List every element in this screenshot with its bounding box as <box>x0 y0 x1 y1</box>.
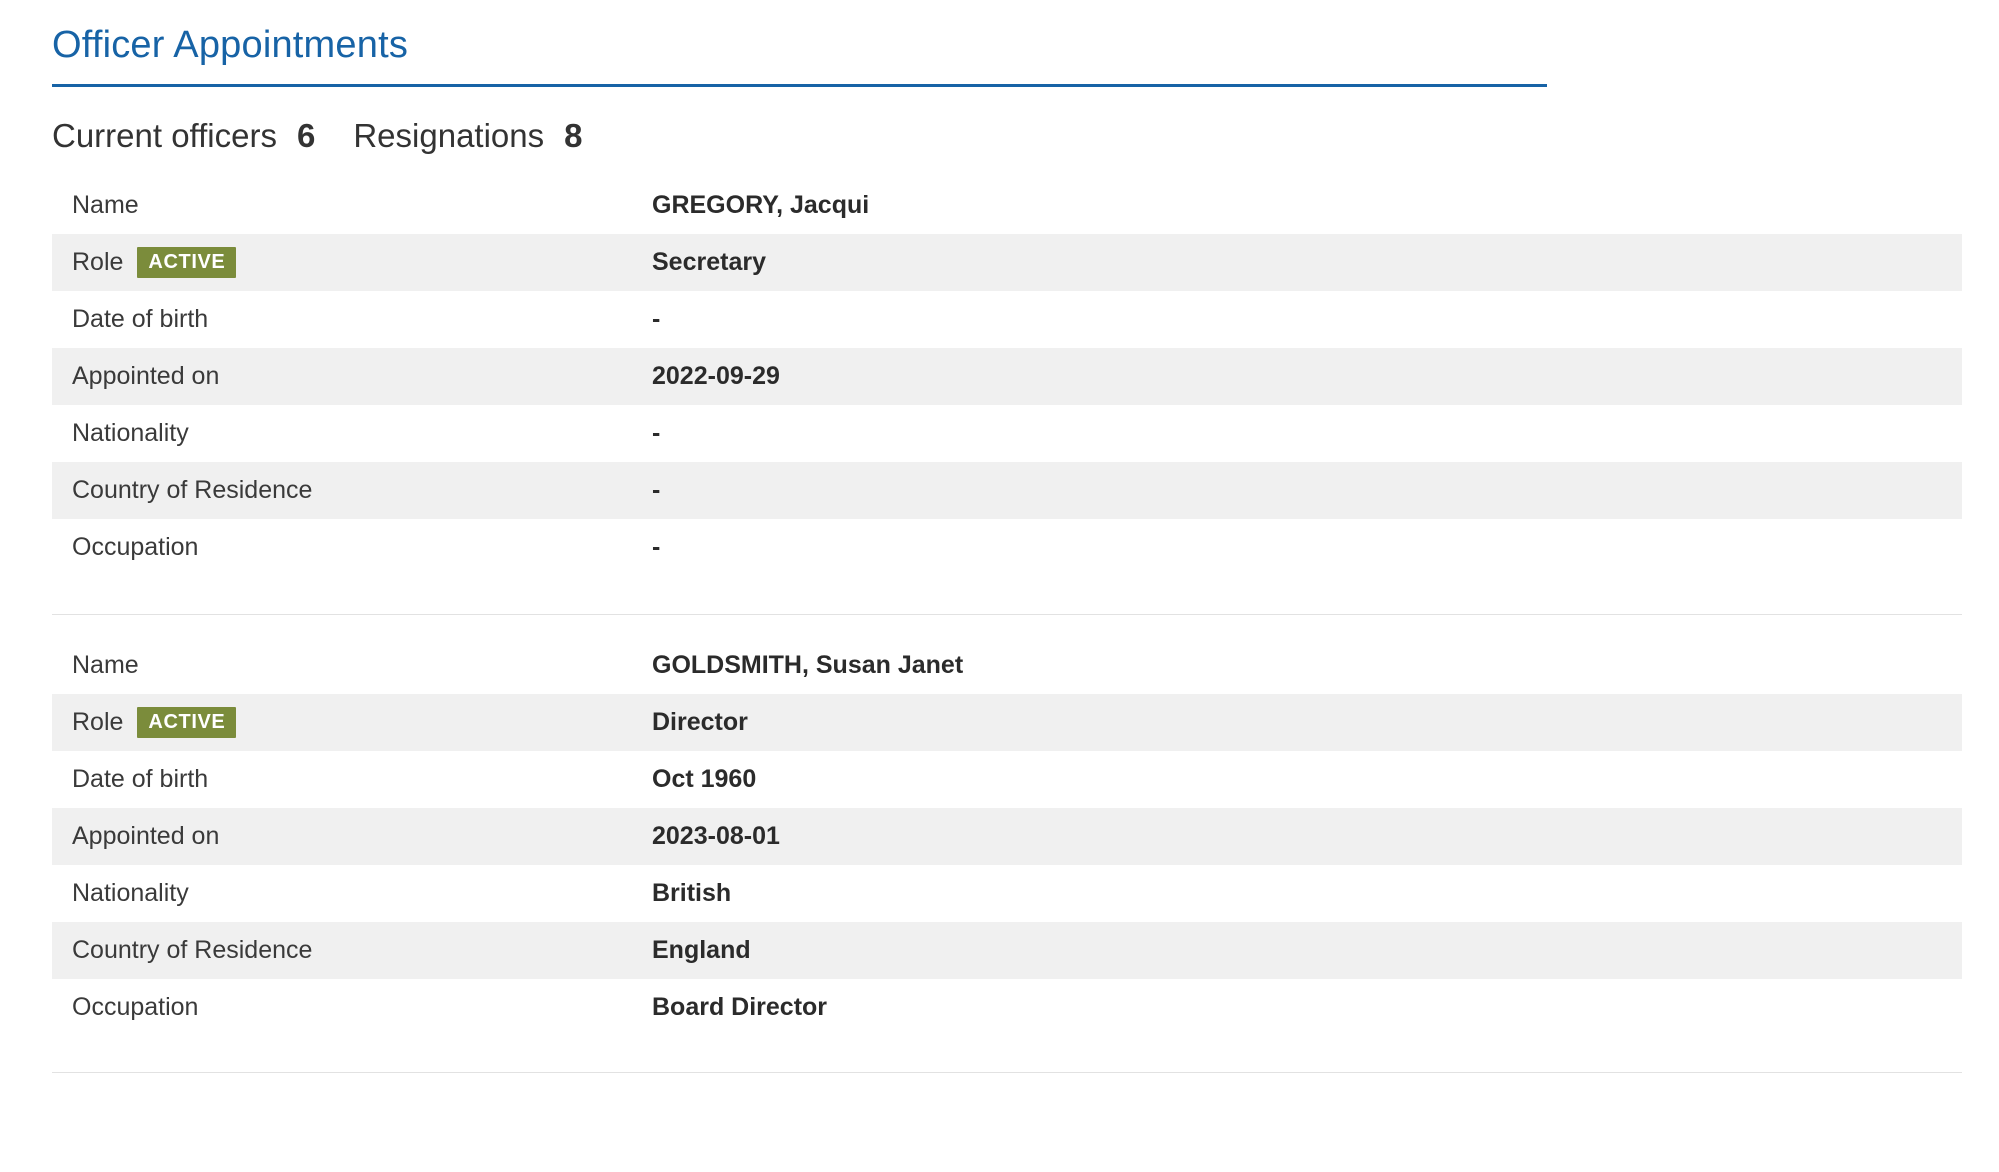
officer-name: GREGORY, Jacqui <box>652 190 870 219</box>
officer-country-of-residence: - <box>652 475 661 504</box>
table-row <box>52 405 1962 462</box>
current-officers-count: 6 <box>296 116 316 154</box>
row-label-occupation: Occupation <box>72 532 199 561</box>
resignations-label: Resignations <box>353 116 545 154</box>
officer-divider <box>52 614 1962 615</box>
officer-appointed-on: 2023-08-01 <box>652 821 780 850</box>
row-label-country-of-residence: Country of Residence <box>72 935 313 964</box>
row-label-appointed-on: Appointed on <box>72 821 220 850</box>
officer-date-of-birth: - <box>652 304 661 333</box>
table-row <box>52 177 1962 234</box>
resignations-count: 8 <box>564 116 583 154</box>
page-title: Officer Appointments <box>52 24 409 66</box>
table-row <box>52 234 1962 291</box>
officer-nationality: British <box>652 878 732 907</box>
row-label-nationality: Nationality <box>72 418 189 447</box>
row-label-name: Name <box>72 190 139 219</box>
officer-occupation: - <box>652 532 661 561</box>
row-label-role-text: Role <box>72 247 124 276</box>
row-label-date-of-birth: Date of birth <box>72 764 209 793</box>
row-label-appointed-on: Appointed on <box>72 361 220 390</box>
officer-counts-summary <box>52 117 1999 155</box>
officer-occupation: Board Director <box>652 992 828 1021</box>
row-label-role <box>72 247 652 278</box>
officer-date-of-birth: Oct 1960 <box>652 764 757 793</box>
table-row <box>52 694 1962 751</box>
officer-name: GOLDSMITH, Susan Janet <box>652 650 964 679</box>
row-label-name: Name <box>72 650 139 679</box>
officer-card <box>52 637 1962 1036</box>
officer-country-of-residence: England <box>652 935 751 964</box>
table-row <box>52 922 1962 979</box>
officer-divider <box>52 1072 1962 1073</box>
status-badge: ACTIVE <box>137 707 236 738</box>
table-row <box>52 979 1962 1036</box>
table-row <box>52 637 1962 694</box>
table-row <box>52 519 1962 576</box>
officer-role: Secretary <box>652 247 766 276</box>
table-row <box>52 751 1962 808</box>
officer-nationality: - <box>652 418 661 447</box>
row-label-country-of-residence: Country of Residence <box>72 475 313 504</box>
row-label-role <box>72 707 652 738</box>
table-row <box>52 462 1962 519</box>
officer-role: Director <box>652 707 748 736</box>
table-row <box>52 865 1962 922</box>
current-officers-label: Current officers <box>52 116 277 154</box>
row-label-occupation: Occupation <box>72 992 199 1021</box>
table-row <box>52 348 1962 405</box>
table-row <box>52 291 1962 348</box>
officer-appointed-on: 2022-09-29 <box>652 361 780 390</box>
status-badge: ACTIVE <box>137 247 236 278</box>
officer-card <box>52 177 1962 576</box>
row-label-role-text: Role <box>72 707 124 736</box>
title-underline <box>52 84 1547 87</box>
row-label-nationality: Nationality <box>72 878 189 907</box>
table-row <box>52 808 1962 865</box>
row-label-date-of-birth: Date of birth <box>72 304 209 333</box>
